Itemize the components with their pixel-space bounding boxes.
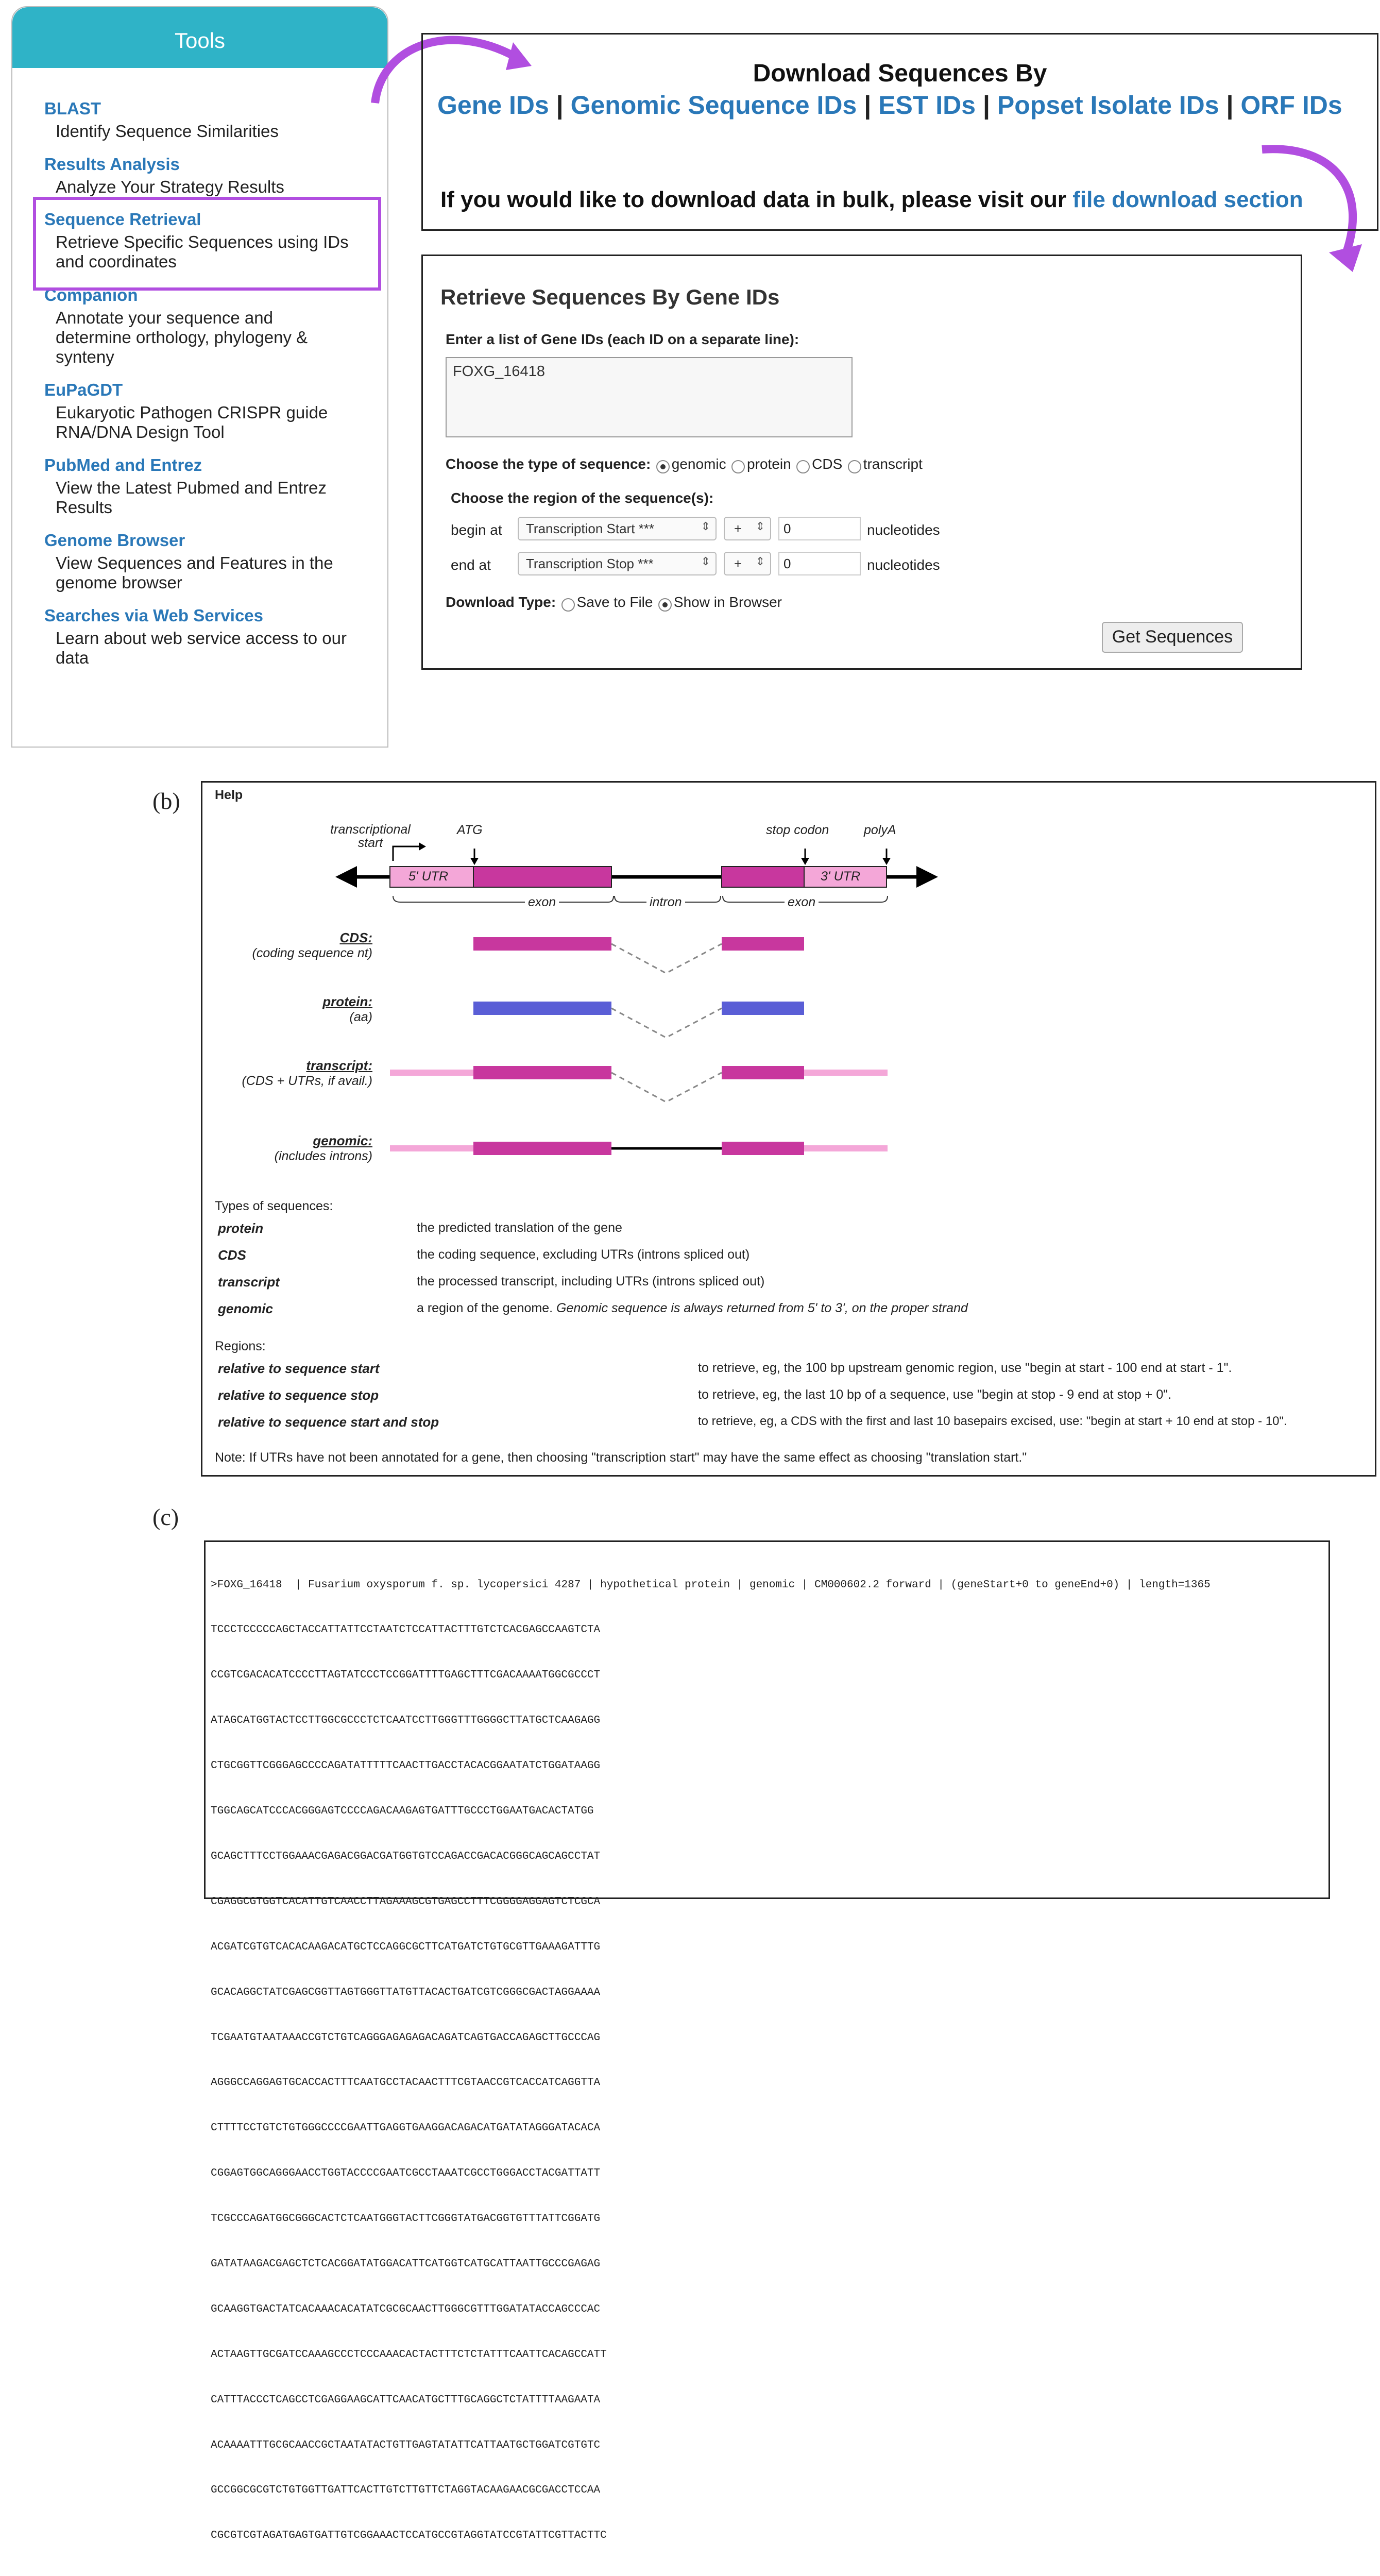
tool-title[interactable]: Results Analysis	[44, 155, 180, 174]
type-def: the processed transcript, including UTRs (introns spliced out)	[417, 1274, 765, 1289]
row-name: transcript:	[306, 1058, 372, 1073]
link-separator: |	[556, 91, 564, 120]
cds-splice-line	[611, 944, 722, 973]
type-def-genomic	[417, 1301, 968, 1316]
sequence-line: GCAAGGTGACTATCACAAACACATATCGCGCAACTTGGGCGTTTGGATATACCAGCCCAC	[211, 2303, 601, 2315]
type-term: protein	[218, 1221, 264, 1236]
tool-title[interactable]: Genome Browser	[44, 531, 185, 550]
sequence-line: GCACAGGCTATCGAGCGGTTAGTGGGTTATGTTACACTGATCGTCGGGCGACTAGGAAAA	[211, 1986, 601, 1998]
ids-label: Enter a list of Gene IDs (each ID on a separate line):	[446, 331, 799, 347]
tool-desc: Retrieve Specific Sequences using IDs	[56, 232, 349, 251]
radio-label: protein	[747, 456, 791, 472]
types-heading: Types of sequences:	[215, 1199, 333, 1213]
radio-label: Save to File	[576, 594, 653, 610]
tool-desc: Identify Sequence Similarities	[56, 122, 279, 141]
end-select[interactable]	[518, 552, 717, 575]
type-def-italic: Genomic sequence is always returned from 5' to 3', on the proper strand	[556, 1301, 968, 1315]
link-separator: |	[1226, 91, 1234, 120]
retrieve-sequences-form	[421, 255, 1302, 670]
type-term: genomic	[218, 1301, 273, 1316]
link-orf-ids[interactable]: ORF IDs	[1240, 91, 1342, 120]
row-name: CDS:	[339, 930, 372, 945]
bulk-download-text	[440, 187, 1303, 213]
protein-exon1-bar	[473, 1002, 611, 1015]
transcript-exon2-bar	[722, 1066, 804, 1079]
genomic-exon2-bar	[722, 1142, 804, 1155]
tool-title[interactable]: EuPaGDT	[44, 380, 123, 399]
sequence-line: TCCCTCCCCCAGCTACCATTATTCCTAATCTCCATTACTTTGTCTCACGAGCCAAGTCTA	[211, 1624, 601, 1636]
begin-label: begin at	[451, 522, 502, 538]
select-arrows-icon: ⇕	[755, 520, 765, 533]
row-sub: (includes introns)	[274, 1149, 372, 1163]
sequence-line: CCGTCGACACATCCCCTTAGTATCCCTCCGGATTTTGAGCTTTCGACAAAATGGCGCCCT	[211, 1669, 601, 1682]
sequence-type-row	[446, 456, 923, 473]
link-gene-ids[interactable]: Gene IDs	[437, 91, 549, 120]
tool-pubmed[interactable]	[44, 455, 327, 517]
download-links	[437, 90, 1342, 120]
type-def: a region of the genome.	[417, 1301, 557, 1315]
get-sequences-button[interactable]: Get Sequences	[1102, 622, 1243, 653]
stop-marker-icon	[801, 858, 809, 865]
sequence-line: CTGCGGTTCGGGAGCCCCAGATATTTTTCAACTTGACCTACACGGAATATCTGGATAAGG	[211, 1760, 601, 1772]
tool-companion[interactable]	[44, 285, 308, 367]
cds-exon2-bar	[722, 937, 804, 951]
exon1-brace	[393, 896, 614, 902]
link-popset-isolate-ids[interactable]: Popset Isolate IDs	[997, 91, 1219, 120]
sequence-line: ACAAAATTTGCGCAACCGCTAATATACTGTTGAGTATATTCATTAATGCTGGATCGTGTC	[211, 2439, 601, 2451]
region-term: relative to sequence stop	[218, 1387, 379, 1403]
begin-select[interactable]	[518, 517, 717, 540]
end-offset-input[interactable]: 0	[778, 552, 861, 575]
genomic-exon1-bar	[473, 1142, 611, 1155]
download-heading: Download Sequences By	[753, 60, 1047, 87]
intron-label: intron	[646, 895, 685, 910]
radio-label: transcript	[863, 456, 923, 472]
region-term: relative to sequence start	[218, 1361, 380, 1376]
type-def: the predicted translation of the gene	[417, 1221, 622, 1235]
radio-protein[interactable]	[731, 460, 745, 473]
transcript-splice-line	[611, 1073, 722, 1102]
tool-blast[interactable]	[44, 99, 279, 141]
end-label: end at	[451, 557, 491, 573]
row-name: protein:	[322, 994, 372, 1009]
tool-title[interactable]: PubMed and Entrez	[44, 455, 202, 474]
tool-desc: genome browser	[56, 573, 182, 592]
retrieve-title: Retrieve Sequences By Gene IDs	[440, 285, 780, 309]
begin-sign-select[interactable]	[724, 517, 771, 540]
help-panel	[201, 781, 1376, 1477]
protein-exon2-bar	[722, 1002, 804, 1015]
tool-eupagdt[interactable]	[44, 380, 328, 442]
tool-genome-browser[interactable]	[44, 531, 333, 592]
row-sub: (CDS + UTRs, if avail.)	[242, 1074, 372, 1088]
tool-title[interactable]: Searches via Web Services	[44, 606, 264, 625]
cds-exon1-bar	[473, 937, 611, 951]
bulk-text: If you would like to download data in bulk, please visit our	[440, 187, 1073, 212]
sequence-line: CGGAGTGGCAGGGAACCTGGTACCCCGAATCGCCTAAATCGCCTGGGACCTACGATTATT	[211, 2167, 601, 2180]
fasta-header: >FOXG_16418 | Fusarium oxysporum f. sp. lycopersici 4287 | hypothetical protein | genomic | CM000602.2 forward | (geneStart+0 to geneEnd+0) | length=1365	[211, 1579, 1211, 1591]
type-term: transcript	[218, 1274, 280, 1290]
help-note: Note: If UTRs have not been annotated for a gene, then choosing "transcription start" may have the same effect as choosing "translation start."	[215, 1450, 1027, 1465]
sequence-line: CTTTTCCTGTCTGTGGGCCCCGAATTGAGGTGAAGGACAGACATGATATAGGGATACACA	[211, 2122, 601, 2134]
region-def: to retrieve, eg, a CDS with the first and last 10 basepairs excised, use: "begin at start + 10 end at stop - 10".	[698, 1414, 1287, 1428]
tool-desc: synteny	[56, 347, 114, 366]
radio-label: CDS	[812, 456, 843, 472]
panel-label-b: (b)	[152, 788, 180, 814]
region-def: to retrieve, eg, the last 10 bp of a sequence, use "begin at stop - 9 end at stop + 0".	[698, 1387, 1172, 1402]
tool-desc: Eukaryotic Pathogen CRISPR guide	[56, 403, 328, 422]
exon1-label: exon	[525, 895, 559, 910]
tx-start-label: transcriptional start	[330, 822, 411, 850]
polya-label: polyA	[864, 823, 896, 837]
right-arrowhead-icon	[916, 866, 938, 888]
sequence-line: CATTTACCCTCAGCCTCGAGGAAGCATTCAACATGCTTTGCAGGCTCTATTTTAAGAATA	[211, 2394, 601, 2406]
sequence-retrieval-highlight	[33, 197, 381, 291]
row-sub: (coding sequence nt)	[252, 946, 372, 960]
region-label: Choose the region of the sequence(s):	[451, 490, 714, 506]
file-download-link[interactable]: file download section	[1072, 187, 1303, 212]
link-genomic-sequence-ids[interactable]: Genomic Sequence IDs	[570, 91, 857, 120]
tool-results-analysis[interactable]	[44, 155, 284, 197]
begin-select-value: Transcription Start ***	[526, 521, 655, 536]
download-sequences-box	[421, 33, 1378, 231]
sequence-line: ATAGCATGGTACTCCTTGGCGCCCTCTCAATCCTTGGGTTTGGGGCTTATGCTCAAGAGG	[211, 1715, 601, 1727]
end-sign-value: +	[734, 556, 742, 571]
tool-desc: Learn about web service access to our	[56, 629, 347, 648]
radio-transcript[interactable]	[848, 460, 861, 473]
tool-title[interactable]: Companion	[44, 285, 138, 304]
exon2-label: exon	[785, 895, 819, 910]
sequence-line: GATATAAGACGAGCTCTCACGGATATGGACATTCATGGTCATGCATTAATTGCCCGAGAG	[211, 2258, 601, 2270]
tool-desc: RNA/DNA Design Tool	[56, 422, 225, 442]
tools-tab: Tools	[12, 7, 387, 68]
link-separator: |	[982, 91, 990, 120]
transcript-exon1-bar	[473, 1066, 611, 1079]
download-type-label: Download Type:	[446, 594, 556, 610]
begin-offset-input[interactable]: 0	[778, 517, 861, 540]
utr3-label: 3' UTR	[821, 869, 861, 884]
select-arrows-icon: ⇕	[701, 520, 710, 533]
radio-cds[interactable]	[796, 460, 810, 473]
radio-save-to-file[interactable]	[561, 598, 575, 612]
sequence-line: TCGAATGTAATAAACCGTCTGTCAGGGAGAGAGACAGATCAGTGACCAGAGCTTGCCCAG	[211, 2031, 601, 2044]
sequence-line: AGGGCCAGGAGTGCACCACTTTCAATGCCTACAACTTTCGTAACCGTCACCATCAGGTTA	[211, 2077, 601, 2089]
tool-desc: View the Latest Pubmed and Entrez	[56, 478, 327, 497]
region-def: to retrieve, eg, the 100 bp upstream genomic region, use "begin at start - 100 end at start - 1".	[698, 1361, 1232, 1375]
type-term: CDS	[218, 1247, 246, 1263]
genomic-row-label	[208, 1133, 372, 1164]
atg-marker-icon	[470, 858, 479, 865]
tool-web-services[interactable]	[44, 606, 347, 668]
radio-genomic[interactable]	[656, 460, 670, 473]
tool-desc: and coordinates	[56, 252, 177, 271]
protein-splice-line	[611, 1008, 722, 1038]
utr5-label: 5' UTR	[408, 869, 449, 884]
link-separator: |	[864, 91, 872, 120]
tool-title[interactable]: Sequence Retrieval	[44, 210, 201, 229]
row-name: genomic:	[313, 1133, 372, 1148]
tools-panel	[11, 6, 388, 748]
sequence-output	[204, 1540, 1330, 2542]
select-arrows-icon: ⇕	[755, 555, 765, 568]
panel-label-c: (c)	[152, 1504, 179, 1530]
sequence-line: GCAGCTTTCCTGGAAACGAGACGGACGATGGTGTCCAGACCGACACGGGCAGCAGCCTAT	[211, 1850, 601, 1862]
radio-label: genomic	[671, 456, 726, 472]
radio-label: Show in Browser	[673, 594, 782, 610]
tool-desc: data	[56, 648, 89, 667]
tool-desc: View Sequences and Features in the	[56, 553, 333, 572]
sequence-line: ACGATCGTGTCACACAAGACATGCTCCAGGCGCTTCATGATCTGTGCGTTGAAAGATTTG	[211, 1941, 601, 1953]
end-sign-select[interactable]	[724, 552, 771, 575]
tool-title[interactable]: BLAST	[44, 99, 101, 118]
stop-codon-label: stop codon	[766, 823, 829, 837]
sequence-line	[211, 2573, 1211, 2576]
begin-unit: nucleotides	[867, 522, 940, 538]
protein-row-label	[208, 994, 372, 1025]
sequence-line: GCCGGCGCGTCTGTGGTTGATTCACTTGTCTTGTTCTAGGTACAAGAACGCGACCTCCAA	[211, 2484, 601, 2497]
sequence-line: TGGCAGCATCCCACGGGAGTCCCCAGACAAGAGTGATTTGCCCTGGAATGACACTATGG	[211, 1805, 594, 1818]
polya-marker-icon	[882, 858, 891, 865]
sequence-line: CGAGGCGTGGTCACATTGTCAACCTTAGAAAGCGTGAGCCTTTCGGGGAGGAGTCTCGCA	[211, 1895, 601, 1908]
regions-heading: Regions:	[215, 1339, 266, 1353]
download-type-row	[446, 594, 782, 612]
exon2-box	[722, 867, 804, 887]
transcript-row-label	[208, 1058, 372, 1089]
radio-show-in-browser[interactable]	[658, 598, 672, 612]
begin-sign-value: +	[734, 521, 742, 536]
tool-desc: Results	[56, 498, 113, 517]
link-est-ids[interactable]: EST IDs	[878, 91, 976, 120]
region-term: relative to sequence start and stop	[218, 1414, 439, 1430]
sequence-line: TCGCCCAGATGGCGGGCACTCTCAATGGGTACTTCGGGTATGACGGTGTTTATTCGGATG	[211, 2213, 601, 2225]
left-arrowhead-icon	[335, 866, 357, 888]
select-arrows-icon: ⇕	[701, 555, 710, 568]
sequence-line: CGCGTCGTAGATGAGTGATTGTCGGAAACTCCATGCCGTAGGTATCCGTATTCGTTACTTC	[211, 2530, 607, 2542]
atg-label: ATG	[457, 823, 483, 837]
tool-desc: determine orthology, phylogeny &	[56, 328, 308, 347]
type-def: the coding sequence, excluding UTRs (introns spliced out)	[417, 1247, 750, 1262]
row-sub: (aa)	[349, 1010, 372, 1024]
help-title: Help	[215, 788, 243, 802]
end-unit: nucleotides	[867, 557, 940, 573]
fasta-output	[211, 1547, 1211, 2576]
gene-ids-textarea[interactable]: FOXG_16418	[446, 357, 853, 437]
tool-desc: Analyze Your Strategy Results	[56, 177, 284, 196]
cds-row-label	[208, 930, 372, 961]
tool-desc: Annotate your sequence and	[56, 308, 273, 327]
sequence-line: ACTAAGTTGCGATCCAAAGCCCTCCCAAACACTACTTTCTCTATTTCAATTCACAGCCATT	[211, 2348, 607, 2361]
end-select-value: Transcription Stop ***	[526, 556, 654, 571]
exon1-box	[473, 867, 611, 887]
type-label: Choose the type of sequence:	[446, 456, 651, 472]
